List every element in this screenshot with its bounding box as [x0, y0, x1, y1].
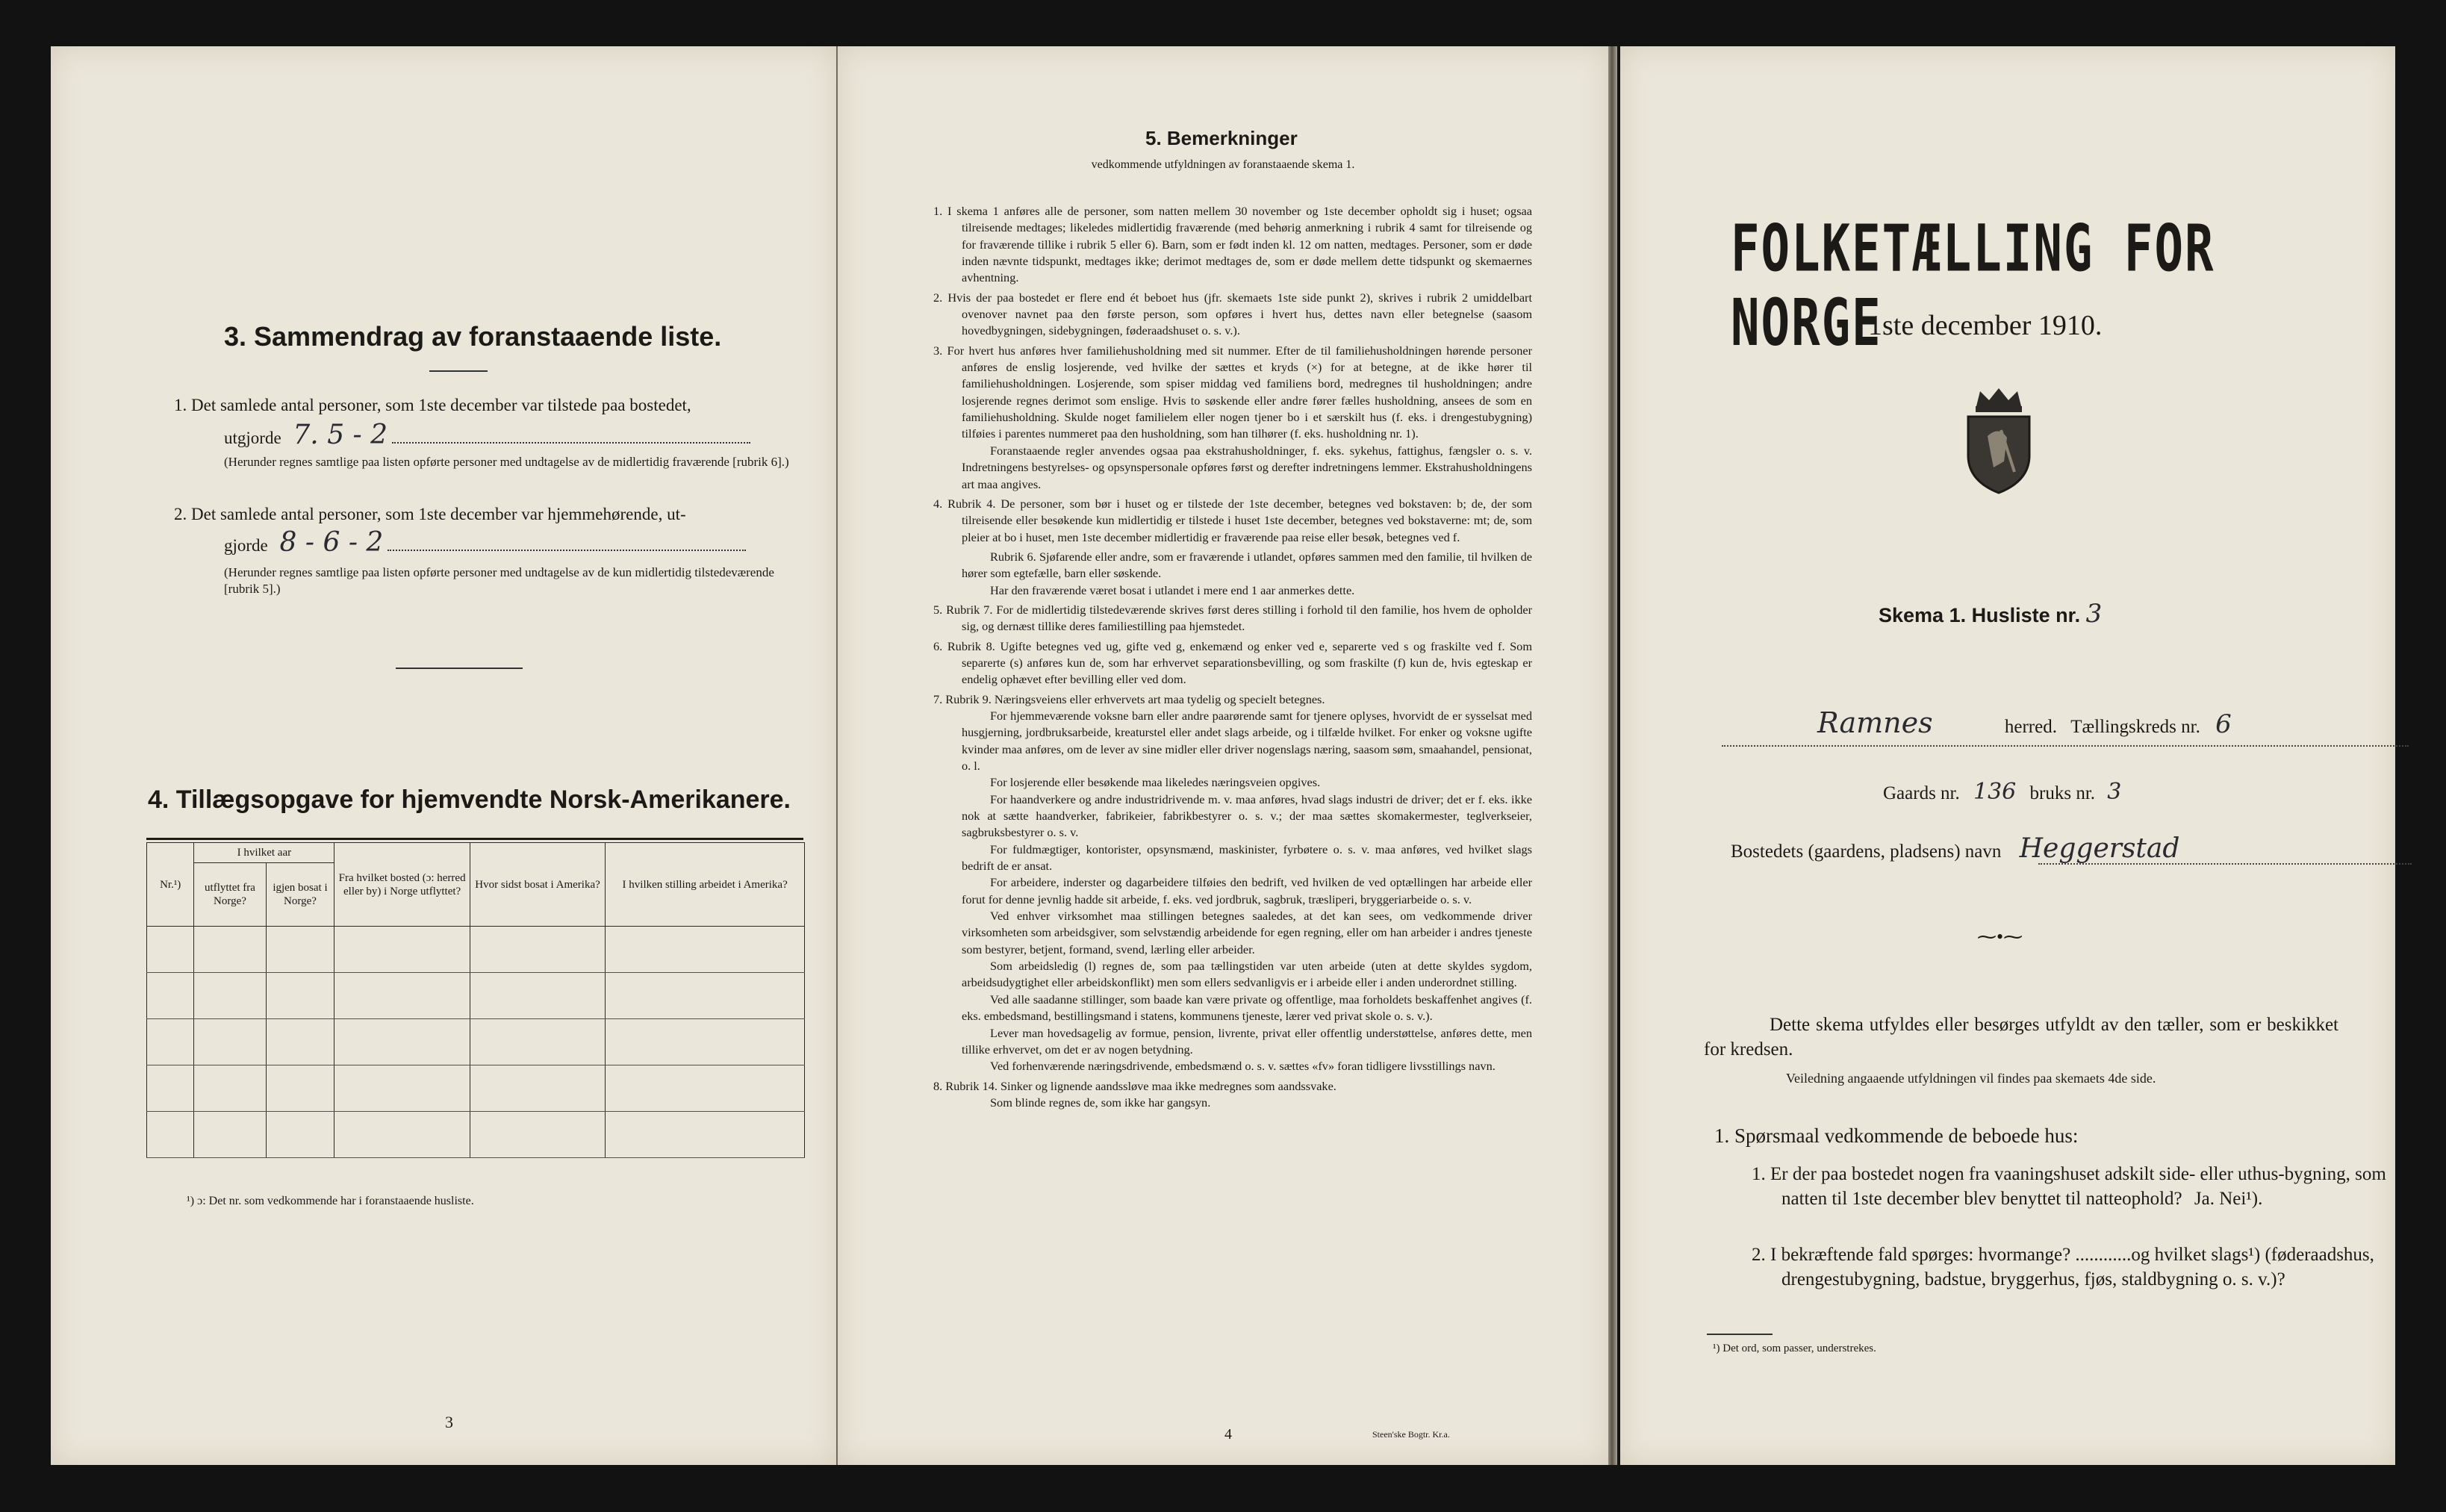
remark-2: 2. Hvis der paa bostedet er flere end ét beboet hus (jfr. skemaets 1ste side punkt 2), skrives i rubrik 2 umiddelbart ovenover navnet paa den første person, som opføres i hvert hus, dettes navn eller betegnelse (saasom hovedbygningen, sidebygningen, føderaadshuset o. s. v.). — [933, 290, 1532, 338]
bosted-label: Bostedets (gaardens, pladsens) navn — [1731, 841, 2002, 862]
col-occupation: I hvilken stilling arbeidet i Amerika? — [606, 843, 805, 927]
remarks-subheading: vedkommende utfyldningen av foranstaaende skema 1. — [1091, 158, 1355, 171]
remark-7h: Som arbeidsledig (l) regnes de, som paa tællingstiden var uten arbeide (uten at dette skyldes sygdom, arbeidsudygtighet eller arbeidskonflikt) men som ellers sedvanligvis er i arbeide eller i anden underordnet stilling. — [962, 959, 1532, 990]
col-last-residence: Hvor sidst bosat i Amerika? — [470, 843, 605, 927]
item2-note: (Herunder regnes samtlige paa listen opførte personer med undtagelse av de kun midlertidig tilstedeværende [rubrik 5].) — [224, 565, 774, 596]
page-number-4: 4 — [1224, 1426, 1232, 1443]
bruks-label: bruks nr. — [2029, 783, 2096, 803]
remark-7b: For hjemmeværende voksne barn eller andre paarørende samt for tjenere oplyses, hvorvidt de er sysselsat med husgjerning, jordbruksarbeide, kreaturstel eller andet slags arbeide, og i tilfælde hvilket. For enker og voksne ugifte kvinder maa anføres, om de lever av sine midler eller driver nogenslags næring, saasom søm, smaahandel, pensionat, o. l. — [962, 708, 1532, 773]
col-nr: Nr.¹) — [147, 843, 194, 927]
remark-1: 1. I skema 1 anføres alle de personer, som natten mellem 30 november og 1ste december opholdt sig i huset; ogsaa tilreisende medtages; likeledes midlertidig fraværende (med behørig anmerkning i rubrik 4 samt for tilreisende og for fraværende tillike i rubrik 5 eller 6). Barn, som er født inden kl. 12 om natten, medtages. Personer, som er døde inden nævnte tidspunkt, medtages ikke; derimot medtages de, som er døde mellem dette tidspunkt og skemaernes avhentning. — [933, 204, 1532, 285]
kreds-value: 6 — [2215, 709, 2232, 739]
herred-value: Ramnes — [1817, 706, 1933, 739]
bosted-line — [1731, 833, 2180, 864]
remarks-body — [933, 203, 1532, 1111]
page-left — [51, 46, 836, 1465]
page-number-3: 3 — [445, 1413, 453, 1431]
guide-text: Veiledning angaaende utfyldningen vil findes paa skemaets 4de side. — [1786, 1071, 2156, 1086]
remark-8b: Som blinde regnes de, som ikke har gangsyn. — [990, 1095, 1211, 1110]
table-row — [147, 973, 805, 1019]
document-title: FOLKETÆLLING FOR NORGE — [1731, 212, 2215, 361]
table-row — [147, 927, 805, 973]
item1-value: 7. 5 - 2 — [293, 420, 388, 450]
remark-4b: Rubrik 6. Sjøfarende eller andre, som er fraværende i utlandet, opføres sammen med den familie, til hvilken de hører som egtefælle, barn eller søskende. — [962, 549, 1532, 581]
remark-7e: For fuldmægtiger, kontorister, opsynsmænd, maskinister, fyrbøtere o. s. v. maa anføres, ved hvilket slags bedrift de er ansat. — [962, 841, 1532, 874]
section3-heading: 3. Sammendrag av foranstaaende liste. — [224, 321, 722, 352]
remark-7i: Ved alle saadanne stillinger, som baade kan være private og offentlige, maa forholdets beskaffenhet angives (f. eks. embedsmand, bestillingsmand i statens, kommunens tjeneste, lærer ved privat skole o. s. v.). — [962, 992, 1532, 1024]
census-date: 1ste december 1910. — [1868, 310, 2103, 341]
question-1-answer: Ja. Nei¹). — [2194, 1189, 2263, 1209]
item2-line — [224, 527, 821, 558]
table-row — [147, 1019, 805, 1065]
house-number: 3 — [2085, 599, 2103, 629]
remark-7d: For haandverkere og andre industridrivende m. v. maa anføres, hvad slags industri de driver; det er f. eks. ikke nok at sætte haandverker, fabrikeier, fabrikbestyrer o. s. v.; der maa sættes skomakermester, teglverkseier, sagbruksbestyrer o. s. v. — [962, 791, 1532, 840]
question-1 — [1752, 1162, 2398, 1211]
remark-4: 4. Rubrik 4. De personer, som bør i huset og er tilstede der 1ste december, betegnes ved bokstaven: b; de, der som tilreisende eller besøkende kun midlertidig er tilstede i huset 1ste december, betegnes ved bokstaverne: mt; de, som pleier at bo i huset, men 1ste december midlertidig er fraværende paa reise eller besøk, betegnes ved f. — [933, 496, 1532, 544]
table-row — [147, 1112, 805, 1158]
herred-line — [1722, 706, 2394, 739]
gaards-label: Gaards nr. — [1883, 783, 1960, 803]
remark-7k: Ved forhenværende næringsdrivende, embedsmænd o. s. v. sættes «fv» foran tidligere livsstillings navn. — [990, 1059, 1496, 1074]
schema-label: Skema 1. Husliste nr. — [1879, 604, 2081, 626]
herred-underline — [1722, 745, 2409, 747]
schema-line — [1879, 599, 2102, 629]
remark-4c: Har den fraværende været bosat i utlandet i mere end 1 aar anmerkes dette. — [990, 582, 1355, 597]
question-heading: 1. Spørsmaal vedkommende de beboede hus: — [1714, 1124, 2079, 1147]
remark-7: 7. Rubrik 9. Næringsveiens eller erhvervets art maa tydelig og specielt betegnes. — [933, 691, 1325, 706]
table-norsk-amerikanere — [146, 842, 805, 1158]
remark-7c: For losjerende eller besøkende maa likeledes næringsveien opgives. — [990, 775, 1321, 790]
binding-gutter-right — [1607, 46, 1617, 1465]
table-row — [147, 1065, 805, 1112]
remark-6: 6. Rubrik 8. Ugifte betegnes ved ug, gifte ved g, enkemænd og enker ved e, separerte ved s og fraskilte ved f. Som separerte (s) anføres kun de, som har erhvervet separationsbevilling, og som fraskilte (f) kun de, hvis egteskap er endelig ophævet efter bevilling eller ved dom. — [933, 638, 1532, 687]
remark-7f: For arbeidere, inderster og dagarbeidere tilføies den bedrift, ved hvilken de ved optællingen har arbeide eller forut for denne jevnlig hadde sit arbeide, f. eks. ved jordbruk, sagbruk, træsliperi, bryggeriarbeide o. s. v. — [962, 875, 1532, 906]
page-right — [1620, 46, 2395, 1465]
col-from-place: Fra hvilket bosted (ɔ: herred eller by) i Norge utflyttet? — [334, 843, 470, 927]
item2-label: gjorde — [224, 536, 268, 555]
item1-line — [224, 420, 821, 450]
remark-5: 5. Rubrik 7. For de midlertidig tilstedeværende skrives først deres stilling i forhold til den familie, hos hvem de opholder sig, og dernæst tillike deres familiestilling paa hjemstedet. — [933, 602, 1532, 634]
kreds-label: Tællingskreds nr. — [2070, 717, 2200, 737]
col-emigrated: utflyttet fra Norge? — [194, 863, 266, 927]
page-middle — [838, 46, 1608, 1465]
remark-3b: Foranstaaende regler anvendes ogsaa paa ekstrahusholdninger, f. eks. sykehus, fattighus, fængsler o. s. v. Indretningens bestyrelses- og opsynspersonale opføres først og derefter indretningens lemmer. Ekstrahusholdningens art maa angives. — [962, 443, 1532, 491]
remark-3: 3. For hvert hus anføres hver familiehusholdning med sit nummer. Efter de til familiehusholdningen hørende personer anføres de enslig losjerende, ved hvilke der sættes et kryds (×) for at betegne, at de ikke hører til familiehusholdningen. Losjerende, som spiser middag ved familiens bord, medregnes til husholdningen; andre losjerende regnes derimot som enslige. Hvis to søskende eller andre fører fælles husholdning, ansees de som en familiehusholdning. Skulde noget familielem eller nogen tjener bo i et særskilt hus (f. eks. i drengestubygning) tilføies i parentes nummeret paa den husholdning, som han tilhører (f. eks. husholdning nr. 1). — [933, 343, 1532, 441]
col-returned: igjen bosat i Norge? — [266, 863, 334, 927]
gaards-value: 136 — [1973, 779, 2017, 805]
bosted-underline — [2038, 863, 2412, 865]
footnote-rule — [1707, 1334, 1773, 1335]
item2-text: 2. Det samlede antal personer, som 1ste december var hjemmehørende, ut- — [174, 505, 686, 523]
remark-8: 8. Rubrik 14. Sinker og lignende aandssløve maa ikke medregnes som aandssvake. — [933, 1078, 1336, 1093]
item1-text: 1. Det samlede antal personer, som 1ste december var tilstede paa bostedet, — [174, 396, 691, 414]
instruction-text: Dette skema utfyldes eller besørges utfyldt av den tæller, som er beskikket for kredsen. — [1704, 1015, 2338, 1060]
bruks-value: 3 — [2107, 779, 2122, 805]
question-2: 2. I bekræftende fald spørges: hvormange? ............og hvilket slags¹) (føderaadshus, drengestubygning, badstue, bryggerhus, fjøs, staldbygning o. s. v.)? — [1752, 1245, 2374, 1289]
section4-heading: 4. Tillægsopgave for hjemvendte Norsk-Amerikanere. — [148, 785, 791, 814]
item1-label: utgjorde — [224, 429, 281, 447]
item2-blank — [388, 549, 746, 551]
gaards-line — [1883, 780, 2121, 806]
remark-7j: Lever man hovedsagelig av formue, pension, livrente, privat eller offentlig understøttelse, anføres dette, men tillike erhvervet, om det er av nogen betydning. — [962, 1025, 1532, 1057]
remarks-heading: 5. Bemerkninger — [1145, 127, 1298, 149]
ornament-divider: ⁓•⁓ — [1977, 926, 2023, 948]
section4-footnote: ¹) ɔ: Det nr. som vedkommende har i foranstaaende husliste. — [187, 1195, 474, 1207]
remark-7g: Ved enhver virksomhet maa stillingen betegnes saaledes, at det kan sees, om vedkommende driver virksomheten som arbeidsgiver, som selvstændig arbeidende for egen regning, eller om han arbeider i andres tjeneste som bestyrer, betjent, formand, svend, lærling eller arbeider. — [962, 909, 1532, 956]
printer-imprint: Steen'ske Bogtr. Kr.a. — [1372, 1429, 1450, 1440]
section3-divider — [429, 370, 488, 372]
coat-of-arms-icon — [1958, 384, 2040, 496]
herred-label: herred. — [2004, 717, 2057, 737]
page3-footnote: ¹) Det ord, som passer, understrekes. — [1713, 1343, 1876, 1354]
item1-note: (Herunder regnes samtlige paa listen opførte personer med undtagelse av de midlertidig fraværende [rubrik 6].) — [224, 455, 789, 469]
bosted-value: Heggerstad — [2019, 833, 2180, 864]
section3-end-rule — [396, 668, 523, 669]
item1-blank — [392, 441, 750, 444]
question-1-text: 1. Er der paa bostedet nogen fra vaaningshuset adskilt side- eller uthus-bygning, som natten til 1ste december blev benyttet til natteophold? — [1752, 1164, 2386, 1209]
item2-value: 8 - 6 - 2 — [279, 527, 384, 558]
section4-top-rule — [146, 838, 803, 840]
col-group-year: I hvilket aar — [194, 843, 334, 863]
